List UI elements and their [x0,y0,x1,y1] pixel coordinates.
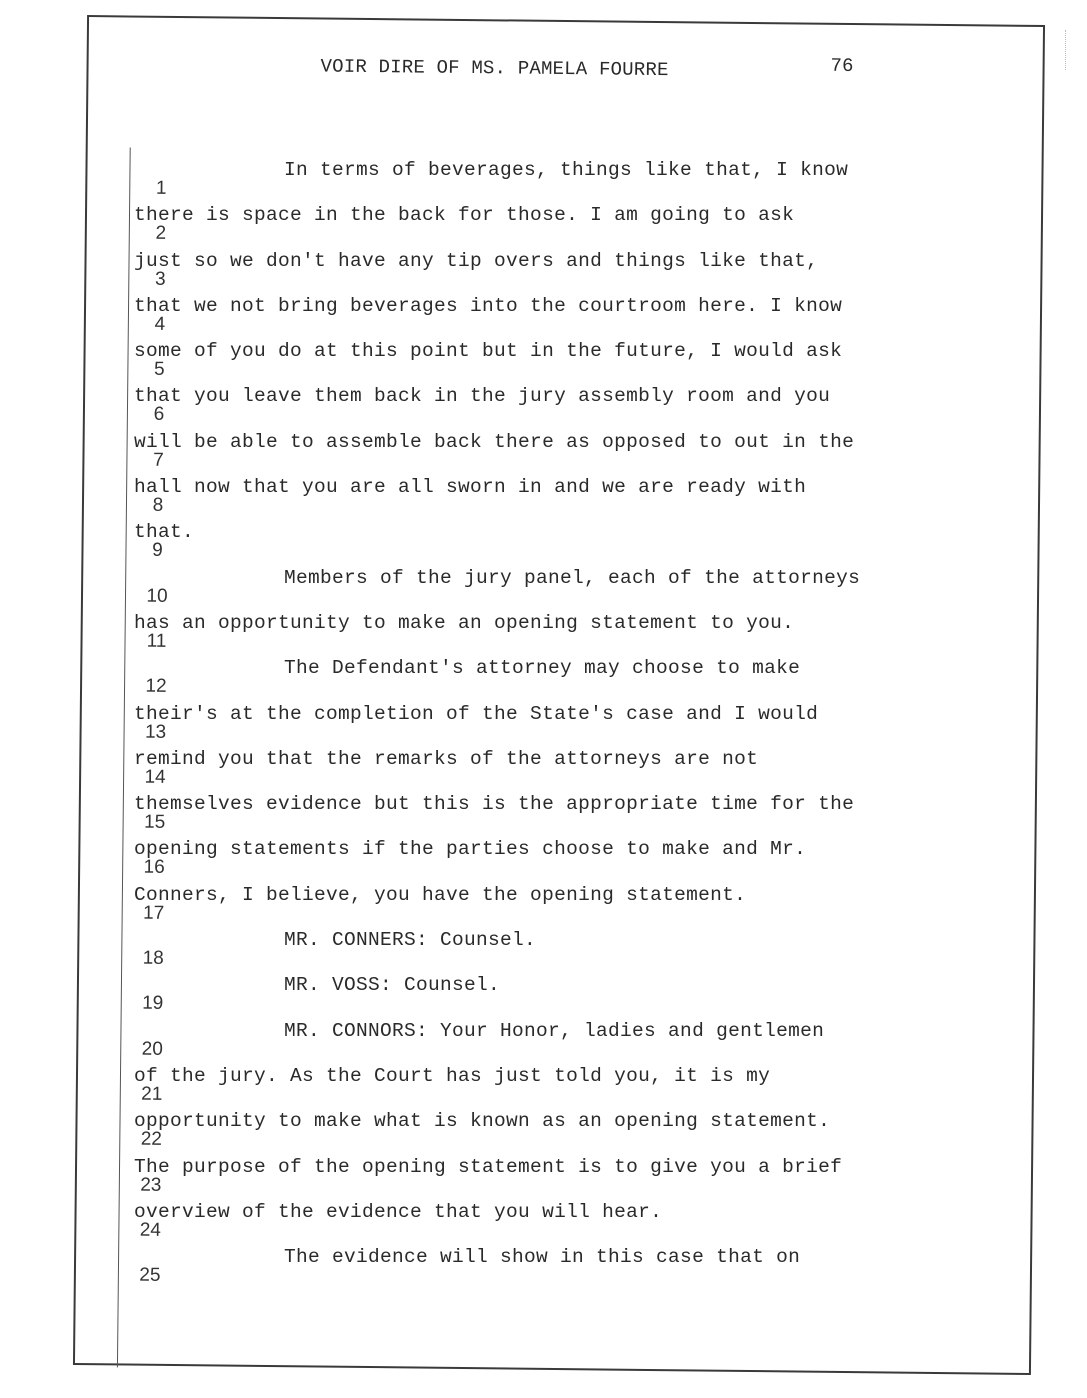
transcript-line: will be able to assemble back there as opposed to out in the [134,430,855,453]
line-number: 15 [143,811,166,834]
line-number: 11 [146,630,167,652]
line-number: 16 [143,857,165,879]
transcript-line: just so we don't have any tip overs and things like that, [134,249,819,272]
transcript-line: The evidence will show in this case that on [284,1246,801,1269]
transcript-body [134,148,934,1280]
line-number: 8 [152,494,164,516]
line-number: 12 [145,675,167,698]
line-number: 3 [154,268,166,290]
page-title: VOIR DIRE OF MS. PAMELA FOURRE [320,55,669,82]
transcript-line: their's at the completion of the State's case and I would [134,702,819,725]
line-number: 22 [140,1128,162,1151]
transcript-line: opening statements if the parties choose to make and Mr. [134,838,807,861]
line-number: 19 [142,992,164,1015]
transcript-line: some of you do at this point but in the future, I would ask [134,340,843,363]
line-number: 7 [153,449,164,471]
line-number: 21 [141,1083,163,1105]
line-number-rule [117,147,131,1367]
transcript-line: The purpose of the opening statement is to give you a brief [134,1155,843,1178]
transcript-line: that you leave them back in the jury assembly room and you [134,385,831,408]
transcript-line: Members of the jury panel, each of the attorneys [284,566,861,589]
transcript-line: that we not bring beverages into the courtroom here. I know [134,294,843,317]
transcript-line: of the jury. As the Court has just told you, it is my [134,1064,771,1087]
transcript-line: opportunity to make what is known as an opening statement. [134,1110,831,1133]
transcript-line: there is space in the back for those. I am going to ask [134,204,795,227]
line-number: 13 [144,721,167,743]
line-number: 4 [154,313,166,335]
line-number: 20 [141,1038,163,1060]
page-number: 76 [830,54,854,78]
transcript-line: Conners, I believe, you have the opening statement. [134,883,747,906]
line-number: 14 [144,766,166,788]
line-number: 9 [152,540,163,562]
transcript-line: that. [134,521,195,544]
transcript-line: has an opportunity to make an opening statement to you. [134,611,795,634]
transcript-line: overview of the evidence that you will hear. [134,1200,663,1223]
line-number: 17 [143,902,165,924]
transcript-line: MR. VOSS: Counsel. [284,974,501,997]
transcript-line: remind you that the remarks of the attorneys are not [134,747,759,770]
transcript-line: The Defendant's attorney may choose to make [284,657,801,680]
line-number: 23 [140,1174,162,1196]
transcript-line: MR. CONNERS: Counsel. [284,929,537,952]
line-number: 2 [155,223,167,245]
line-number: 18 [142,947,164,969]
line-number: 6 [153,404,165,426]
line-number: 10 [146,585,168,607]
transcript-line: themselves evidence but this is the appropriate time for the [134,793,855,816]
line-number: 1 [155,177,167,199]
transcript-line: hall now that you are all sworn in and we are ready with [134,476,807,499]
transcript-line: MR. CONNORS: Your Honor, ladies and gentlemen [284,1019,825,1042]
transcript-line: In terms of beverages, things like that, I know [284,159,849,181]
line-number: 24 [139,1219,162,1241]
scan-mark [1065,30,1067,70]
line-number: 5 [153,358,165,381]
line-number: 25 [139,1264,161,1286]
